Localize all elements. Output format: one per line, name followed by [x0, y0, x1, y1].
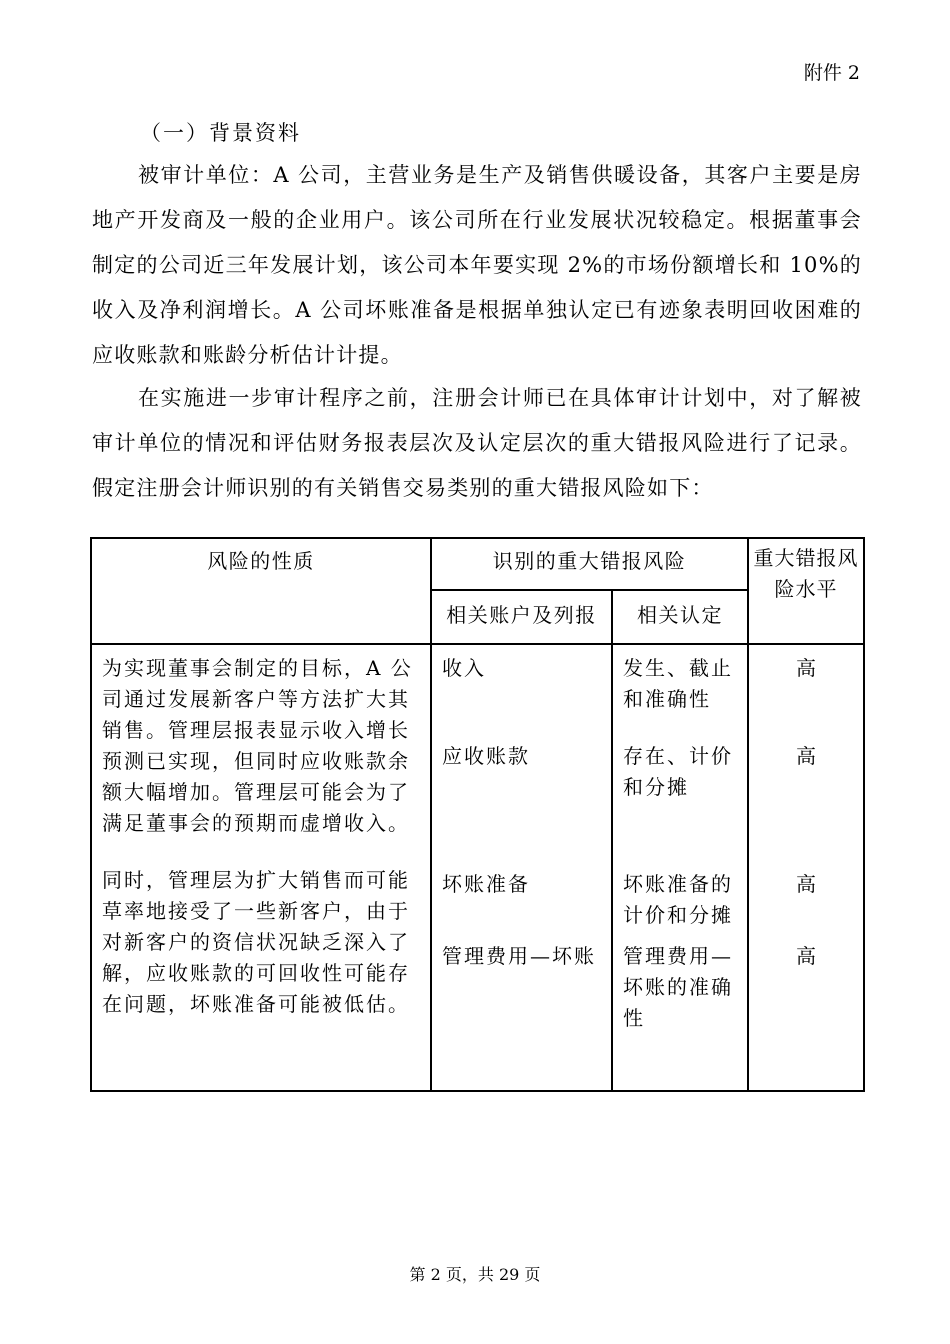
risk-nature-1: 为实现董事会制定的目标，A 公司通过发展新客户等方法扩大其销售。管理层报表显示收入增长预测已实现，但同时应收账款余额大幅增加。管理层可能会为了满足董事会的预期而虚增收入。: [102, 656, 413, 835]
header-risk-level: 重大错报风险水平: [748, 538, 864, 644]
page-footer: 第 2 页，共 29 页: [409, 1265, 541, 1284]
nature-cell: [91, 644, 431, 1091]
assertion-revenue: 发生、截止和准确性: [623, 656, 733, 711]
header-assertions: 相关认定: [612, 590, 748, 644]
header-accounts: 相关账户及列报: [431, 590, 612, 644]
account-receivables: 应收账款: [442, 744, 530, 768]
level-admin-expense: 高: [796, 944, 816, 968]
risk-nature-2: 同时，管理层为扩大销售而可能草率地接受了一些新客户，由于对新客户的资信状况缺乏深入了解，应收账款的可回收性可能存在问题，坏账准备可能被低估。: [102, 868, 410, 1016]
level-revenue: 高: [796, 656, 816, 680]
level-bad-debt-allowance: 高: [796, 872, 816, 896]
account-revenue: 收入: [442, 656, 486, 680]
account-admin-expense: 管理费用—坏账: [442, 944, 596, 968]
background-paragraph: 被审计单位：A 公司，主营业务是生产及销售供暖设备，其客户主要是房地产开发商及一般的企业用户。该公司所在行业发展状况较稳定。根据董事会制定的公司近三年发展计划，该公司本年要实现 2%的市场份额增长和 10%的收入及净利润增长。A 公司坏账准备是根据单独认定已有迹象表明回收困难的应收账款和账龄分析估计计提。: [92, 163, 862, 367]
assertion-admin-expense: 管理费用—坏账的准确性: [623, 944, 733, 1030]
levels-cell: [748, 644, 864, 1091]
accounts-cell: [431, 644, 612, 1091]
assertion-receivables: 存在、计价和分摊: [623, 744, 733, 799]
header-identified-risks: 识别的重大错报风险: [431, 538, 748, 590]
procedure-paragraph: 在实施进一步审计程序之前，注册会计师已在具体审计计划中，对了解被审计单位的情况和评估财务报表层次及认定层次的重大错报风险进行了记录。假定注册会计师识别的有关销售交易类别的重大错报风险如下：: [92, 386, 862, 500]
level-receivables: 高: [796, 744, 816, 768]
account-bad-debt-allowance: 坏账准备: [442, 872, 530, 896]
assertion-bad-debt-allowance: 坏账准备的计价和分摊: [623, 872, 733, 927]
risk-table: [90, 537, 865, 1092]
header-nature: 风险的性质: [91, 538, 431, 644]
table-row: [91, 644, 864, 1091]
assertions-cell: [612, 644, 748, 1091]
section-heading: （一）背景资料: [140, 121, 301, 145]
attachment-label: 附件 2: [803, 62, 860, 84]
